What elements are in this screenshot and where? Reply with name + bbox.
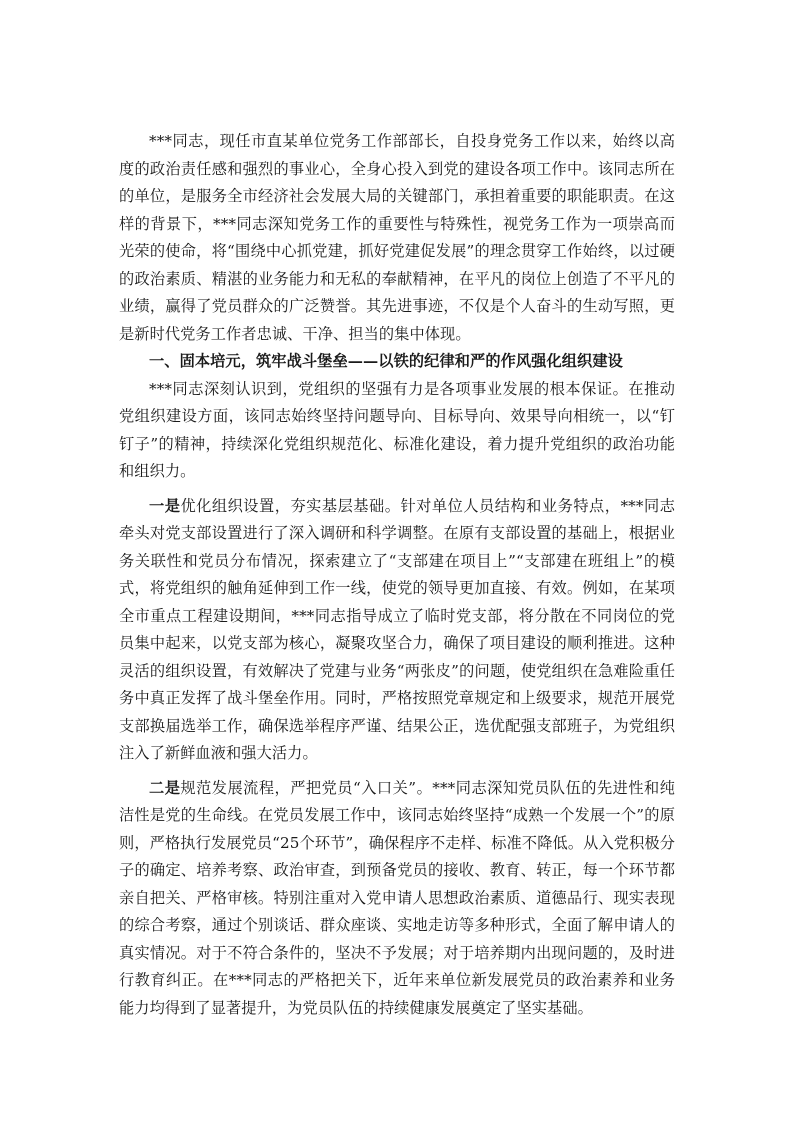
- intro-paragraph: ***同志，现任市直某单位党务工作部部长，自投身党务工作以来，始终以高度的政治责任感和强烈的事业心，全身心投入到党的建设各项工作中。该同志所在的单位，是服务全市经济社会发展大局的关键部门，承担着重要的职能职责。在这样的背景下，***同志深知党务工作的重要性与特殊性，视党务工作为一项崇高而光荣的使命，将“围绕中心抓党建，抓好党建促发展”的理念贯穿工作始终，以过硬的政治素质、精湛的业务能力和无私的奉献精神，在平凡的岗位上创造了不平凡的业绩，赢得了党员群众的广泛赞誉。其先进事迹，不仅是个人奋斗的生动写照，更是新时代党务工作者忠诚、干净、担当的集中体现。: [119, 132, 675, 343]
- point-2-body: 规范发展流程，严把党员“入口关”。***同志深知党员队伍的先进性和纯洁性是党的生命线。在党员发展工作中，该同志始终坚持“成熟一个发展一个”的原则，严格执行发展党员“25个环节”，确保程序不走样、标准不降低。从入党积极分子的确定、培养考察、政治审查，到预备党员的接收、教育、转正，每一个环节都亲自把关、严格审核。特别注重对入党申请人思想政治素质、道德品行、现实表现的综合考察，通过个别谈话、群众座谈、实地走访等多种形式，全面了解申请人的真实情况。对于不符合条件的，坚决不予发展；对于培养期内出现问题的，及时进行教育纠正。在***同志的严格把关下，近年来单位新发展党员的政治素养和业务能力均得到了显著提升，为党员队伍的持续健康发展奠定了坚实基础。: [119, 778, 675, 1017]
- point-2-lead: 二是: [149, 778, 181, 797]
- point-2-paragraph: [119, 775, 675, 1023]
- point-1-paragraph: [119, 493, 675, 768]
- point-1-lead: 一是: [149, 496, 181, 515]
- document-page: [119, 128, 675, 1022]
- section1-intro-paragraph: ***同志深刻认识到，党组织的坚强有力是各项事业发展的根本保证。在推动党组织建设方面，该同志始终坚持问题导向、目标导向、效果导向相统一，以“钉钉子”的精神，持续深化党组织规范化、标准化建设，着力提升党组织的政治功能和组织力。: [119, 379, 675, 480]
- section-heading-1: 一、固本培元，筑牢战斗堡垒——以铁的纪律和严的作风强化组织建设: [149, 352, 623, 370]
- point-1-body: 优化组织设置，夯实基层基础。针对单位人员结构和业务特点，***同志牵头对党支部设置进行了深入调研和科学调整。在原有支部设置的基础上，根据业务关联性和党员分布情况，探索建立了“支部建在项目上”“支部建在班组上”的模式，将党组织的触角延伸到工作一线，使党的领导更加直接、有效。例如，在某项全市重点工程建设期间，***同志指导成立了临时党支部，将分散在不同岗位的党员集中起来，以党支部为核心，凝聚攻坚合力，确保了项目建设的顺利推进。这种灵活的组织设置，有效解决了党建与业务“两张皮”的问题，使党组织在急难险重任务中真正发挥了战斗堡垒作用。同时，严格按照党章规定和上级要求，规范开展党支部换届选举工作，确保选举程序严谨、结果公正，选优配强支部班子，为党组织注入了新鲜血液和强大活力。: [119, 496, 675, 762]
